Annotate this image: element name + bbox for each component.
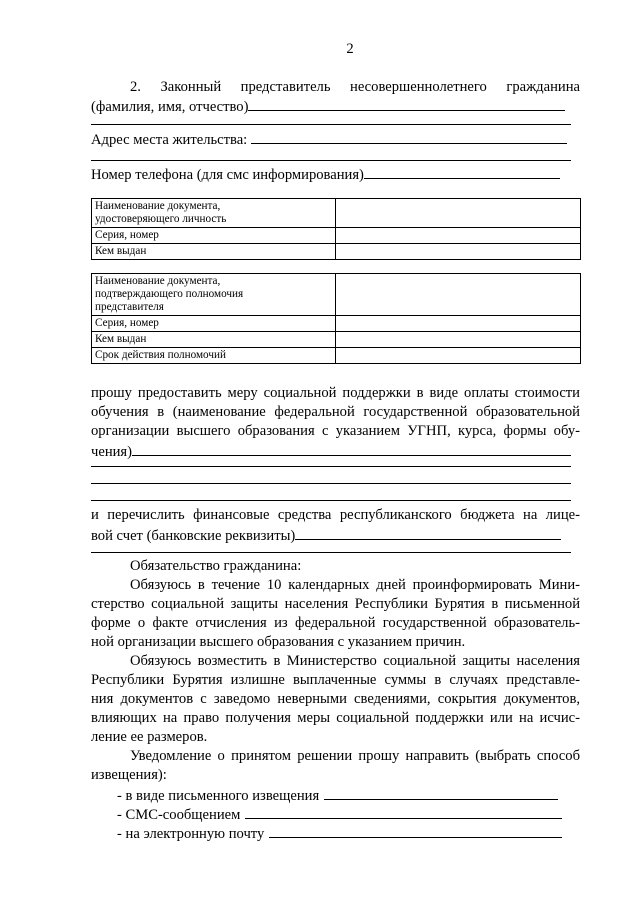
notify-written-option xyxy=(117,785,558,804)
notify-email-option xyxy=(117,823,562,842)
request-line-4-label: чения) xyxy=(91,444,133,460)
obligation-p2-line-3: ния документов с заведомо неверными сведениями, сокрытия документов, xyxy=(91,691,580,707)
address-line xyxy=(91,129,567,148)
notify-email-label: - на электронную почту xyxy=(117,826,265,842)
notify-written-label: - в виде письменного извещения xyxy=(117,788,320,804)
obligation-p1-line-2: стерство социальной защиты населения Республики Бурятия в письменной xyxy=(91,596,580,612)
authority-issued-label: Кем выдан xyxy=(92,332,336,348)
obligation-p2-line-2: Республики Бурятия излишне выплаченные суммы в случаях представле- xyxy=(91,672,580,688)
education-org-field[interactable] xyxy=(132,441,571,456)
bank-details-field[interactable] xyxy=(295,525,561,540)
address-label: Адрес места жительства: xyxy=(91,132,248,148)
doc-name-label-line1: Наименование документа, xyxy=(95,200,221,212)
obligation-p1-line-4: ной организации высшего образования с указанием причин. xyxy=(91,634,466,650)
obligation-title: Обязательство гражданина: xyxy=(130,558,302,574)
obligation-p2-line-4: влияющих на право получения меры социальной поддержки или на исчис- xyxy=(91,710,580,726)
request-line-2: обучения в (наименование федеральной государственной образовательной xyxy=(91,404,580,420)
issued-by-value[interactable] xyxy=(336,244,581,260)
bank-details-extra-line[interactable] xyxy=(91,552,571,553)
representative-name-field[interactable] xyxy=(248,96,565,111)
notify-written-field[interactable] xyxy=(324,785,558,800)
representative-name-label: (фамилия, имя, отчество) xyxy=(91,99,249,115)
request-line-3: организации высшего образования с указанием УГНП, курса, формы обу- xyxy=(91,423,580,439)
phone-label: Номер телефона (для смс информирования) xyxy=(91,167,364,183)
authority-doc-label-line2: подтверждающего полномочия xyxy=(95,288,244,300)
education-org-extra-line-2[interactable] xyxy=(91,483,571,484)
series-number-value[interactable] xyxy=(336,228,581,244)
authority-validity-label: Срок действия полномочий xyxy=(92,348,336,364)
notify-sms-field[interactable] xyxy=(245,804,562,819)
authority-doc-value[interactable] xyxy=(336,274,581,316)
table-row xyxy=(92,199,581,228)
authority-doc-label-line3: представителя xyxy=(95,301,164,313)
obligation-p1-line-1: Обязуюсь в течение 10 календарных дней проинформировать Мини- xyxy=(130,577,580,593)
notify-email-field[interactable] xyxy=(269,823,562,838)
phone-line xyxy=(91,164,560,183)
table-row xyxy=(92,274,581,316)
notification-line-1: Уведомление о принятом решении прошу направить (выбрать способ xyxy=(130,748,580,764)
notify-sms-label: - СМС-сообщением xyxy=(117,807,241,823)
series-number-label: Серия, номер xyxy=(92,228,336,244)
issued-by-label: Кем выдан xyxy=(92,244,336,260)
phone-field[interactable] xyxy=(364,164,560,179)
table-row xyxy=(92,348,581,364)
doc-name-label-line2: удостоверяющего личность xyxy=(95,213,227,225)
transfer-line-2 xyxy=(91,525,561,544)
transfer-line-2-label: вой счет (банковские реквизиты) xyxy=(91,528,296,544)
obligation-p2-line-1: Обязуюсь возместить в Министерство социальной защиты населения xyxy=(130,653,580,669)
table-row xyxy=(92,316,581,332)
table-row xyxy=(92,332,581,348)
obligation-p2-line-5: ление ее размеров. xyxy=(91,729,208,745)
table-row xyxy=(92,228,581,244)
notification-line-2: извещения): xyxy=(91,767,167,783)
representative-heading: 2. Законный представитель несовершеннолетнего гражданина xyxy=(130,79,580,95)
page-number: 2 xyxy=(346,41,354,57)
authority-series-value[interactable] xyxy=(336,316,581,332)
representative-name-extra-line[interactable] xyxy=(91,124,571,125)
authority-doc-label-line1: Наименование документа, xyxy=(95,275,221,287)
transfer-line-1: и перечислить финансовые средства республиканского бюджета на лице- xyxy=(91,507,580,523)
authority-issued-value[interactable] xyxy=(336,332,581,348)
authority-document-table xyxy=(91,273,581,364)
address-extra-line[interactable] xyxy=(91,160,571,161)
authority-series-label: Серия, номер xyxy=(92,316,336,332)
obligation-p1-line-3: форме о факте отчисления из федеральной государственной образователь- xyxy=(91,615,580,631)
authority-validity-value[interactable] xyxy=(336,348,581,364)
education-org-extra-line-1[interactable] xyxy=(91,466,571,467)
request-line-4 xyxy=(91,441,571,460)
doc-name-value[interactable] xyxy=(336,199,581,228)
representative-name-line xyxy=(91,96,565,115)
table-cell-label xyxy=(92,199,336,228)
education-org-extra-line-3[interactable] xyxy=(91,500,571,501)
table-row xyxy=(92,244,581,260)
request-line-1: прошу предоставить меру социальной поддержки в виде оплаты стоимости xyxy=(91,385,580,401)
address-field[interactable] xyxy=(251,129,567,144)
table-cell-label xyxy=(92,274,336,316)
identity-document-table xyxy=(91,198,581,260)
notify-sms-option xyxy=(117,804,562,823)
